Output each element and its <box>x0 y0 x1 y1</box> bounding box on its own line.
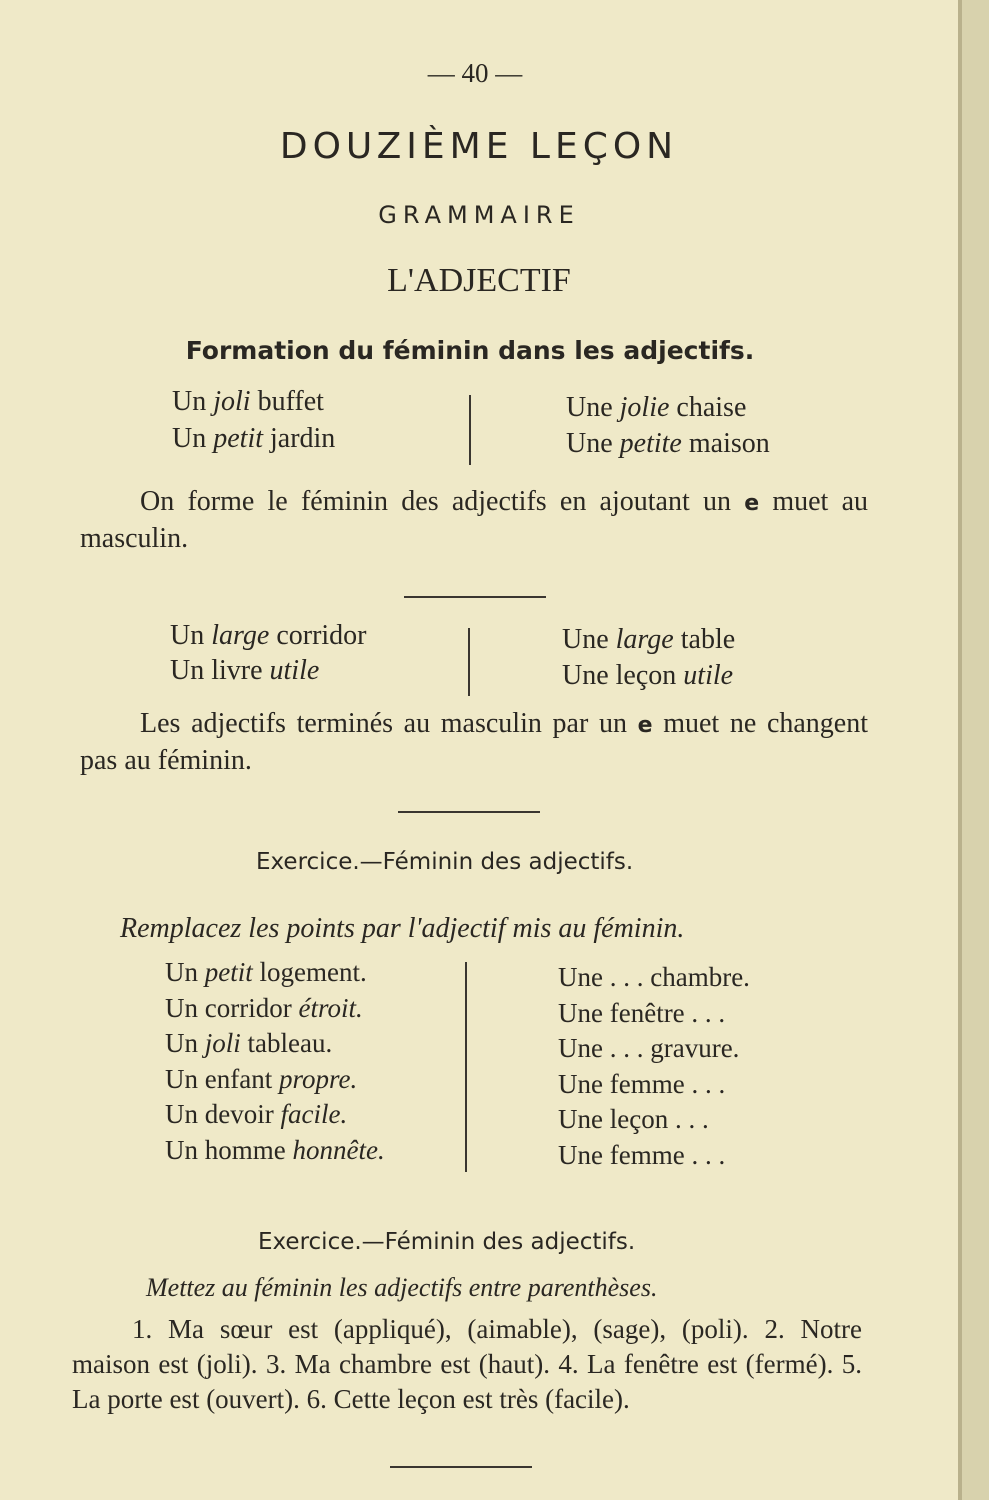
exercise2-text: 1. Ma sœur est (appliqué), (aimable), (sage), (poli). 2. Notre maison est (joli). 3. Ma chambre est (haut). 4. La fenêtre est (fermé). 5. La porte est (ouvert). 6. Cette leçon est très (facile). <box>72 1314 862 1414</box>
example2-right-1: Une large table <box>562 624 736 655</box>
exercise1-right-item: Une femme . . . <box>558 1139 726 1170</box>
exercise1-right-item: Une . . . gravure. <box>558 1033 740 1063</box>
exercise1-right-item: Une leçon . . . <box>558 1104 709 1134</box>
exercise2-instruction: Mettez au féminin les adjectifs entre parenthèses. <box>146 1273 658 1302</box>
divider-rule-1 <box>404 596 546 598</box>
example1-left-2: Un petit jardin <box>172 423 336 454</box>
exercise1-right-item: Une fenêtre . . . <box>558 997 726 1028</box>
example2-left-2: Un livre utile <box>170 655 320 686</box>
exercise1-left-item: Un petit logement. <box>165 957 367 987</box>
exercise1-right-item: Une . . . chambre. <box>558 962 750 992</box>
exercise1-left-item: Un homme honnête. <box>165 1134 385 1165</box>
exercise1-left-item: Un enfant propre. <box>165 1063 358 1094</box>
lesson-title: DOUZIÈME LEÇON <box>279 126 679 167</box>
exercise1-divider <box>465 962 467 1172</box>
section-title: GRAMMAIRE <box>378 201 580 229</box>
example2-divider <box>468 628 470 696</box>
example1-right-1: Une jolie chaise <box>566 392 747 423</box>
example1-right-2: Une petite maison <box>566 428 770 459</box>
divider-rule-2 <box>398 811 540 813</box>
gutter-edge <box>958 0 962 1500</box>
exercise1-right-column <box>558 960 750 1173</box>
exercise1-left-item: Un joli tableau. <box>165 1028 333 1058</box>
page-number: — 40 — <box>427 58 523 88</box>
example2-right-2: Une leçon utile <box>562 660 734 691</box>
topic-title: L'ADJECTIF <box>387 262 571 299</box>
example1-left-1: Un joli buffet <box>172 386 324 417</box>
exercise1-left-item: Un devoir facile. <box>165 1099 348 1129</box>
formation-heading: Formation du féminin dans les adjectifs. <box>185 336 755 365</box>
exercise1-instruction: Remplacez les points par l'adjectif mis au féminin. <box>120 913 685 944</box>
rule2: Les adjectifs terminés au masculin par un e muet ne changent pas au féminin. <box>80 708 868 776</box>
exercise1-right-item: Une femme . . . <box>558 1068 726 1099</box>
exercise1-left-column <box>165 955 385 1168</box>
page-gutter <box>958 0 989 1500</box>
example2-left-1: Un large corridor <box>170 620 367 651</box>
example1-divider <box>469 395 471 465</box>
exercise1-title: Exercice.—Féminin des adjectifs. <box>256 849 634 875</box>
exercise2-title: Exercice.—Féminin des adjectifs. <box>258 1229 636 1255</box>
rule1: On forme le féminin des adjectifs en ajoutant un e muet au masculin. <box>80 486 868 554</box>
divider-rule-3 <box>390 1466 532 1468</box>
exercise1-left-item: Un corridor étroit. <box>165 992 363 1023</box>
